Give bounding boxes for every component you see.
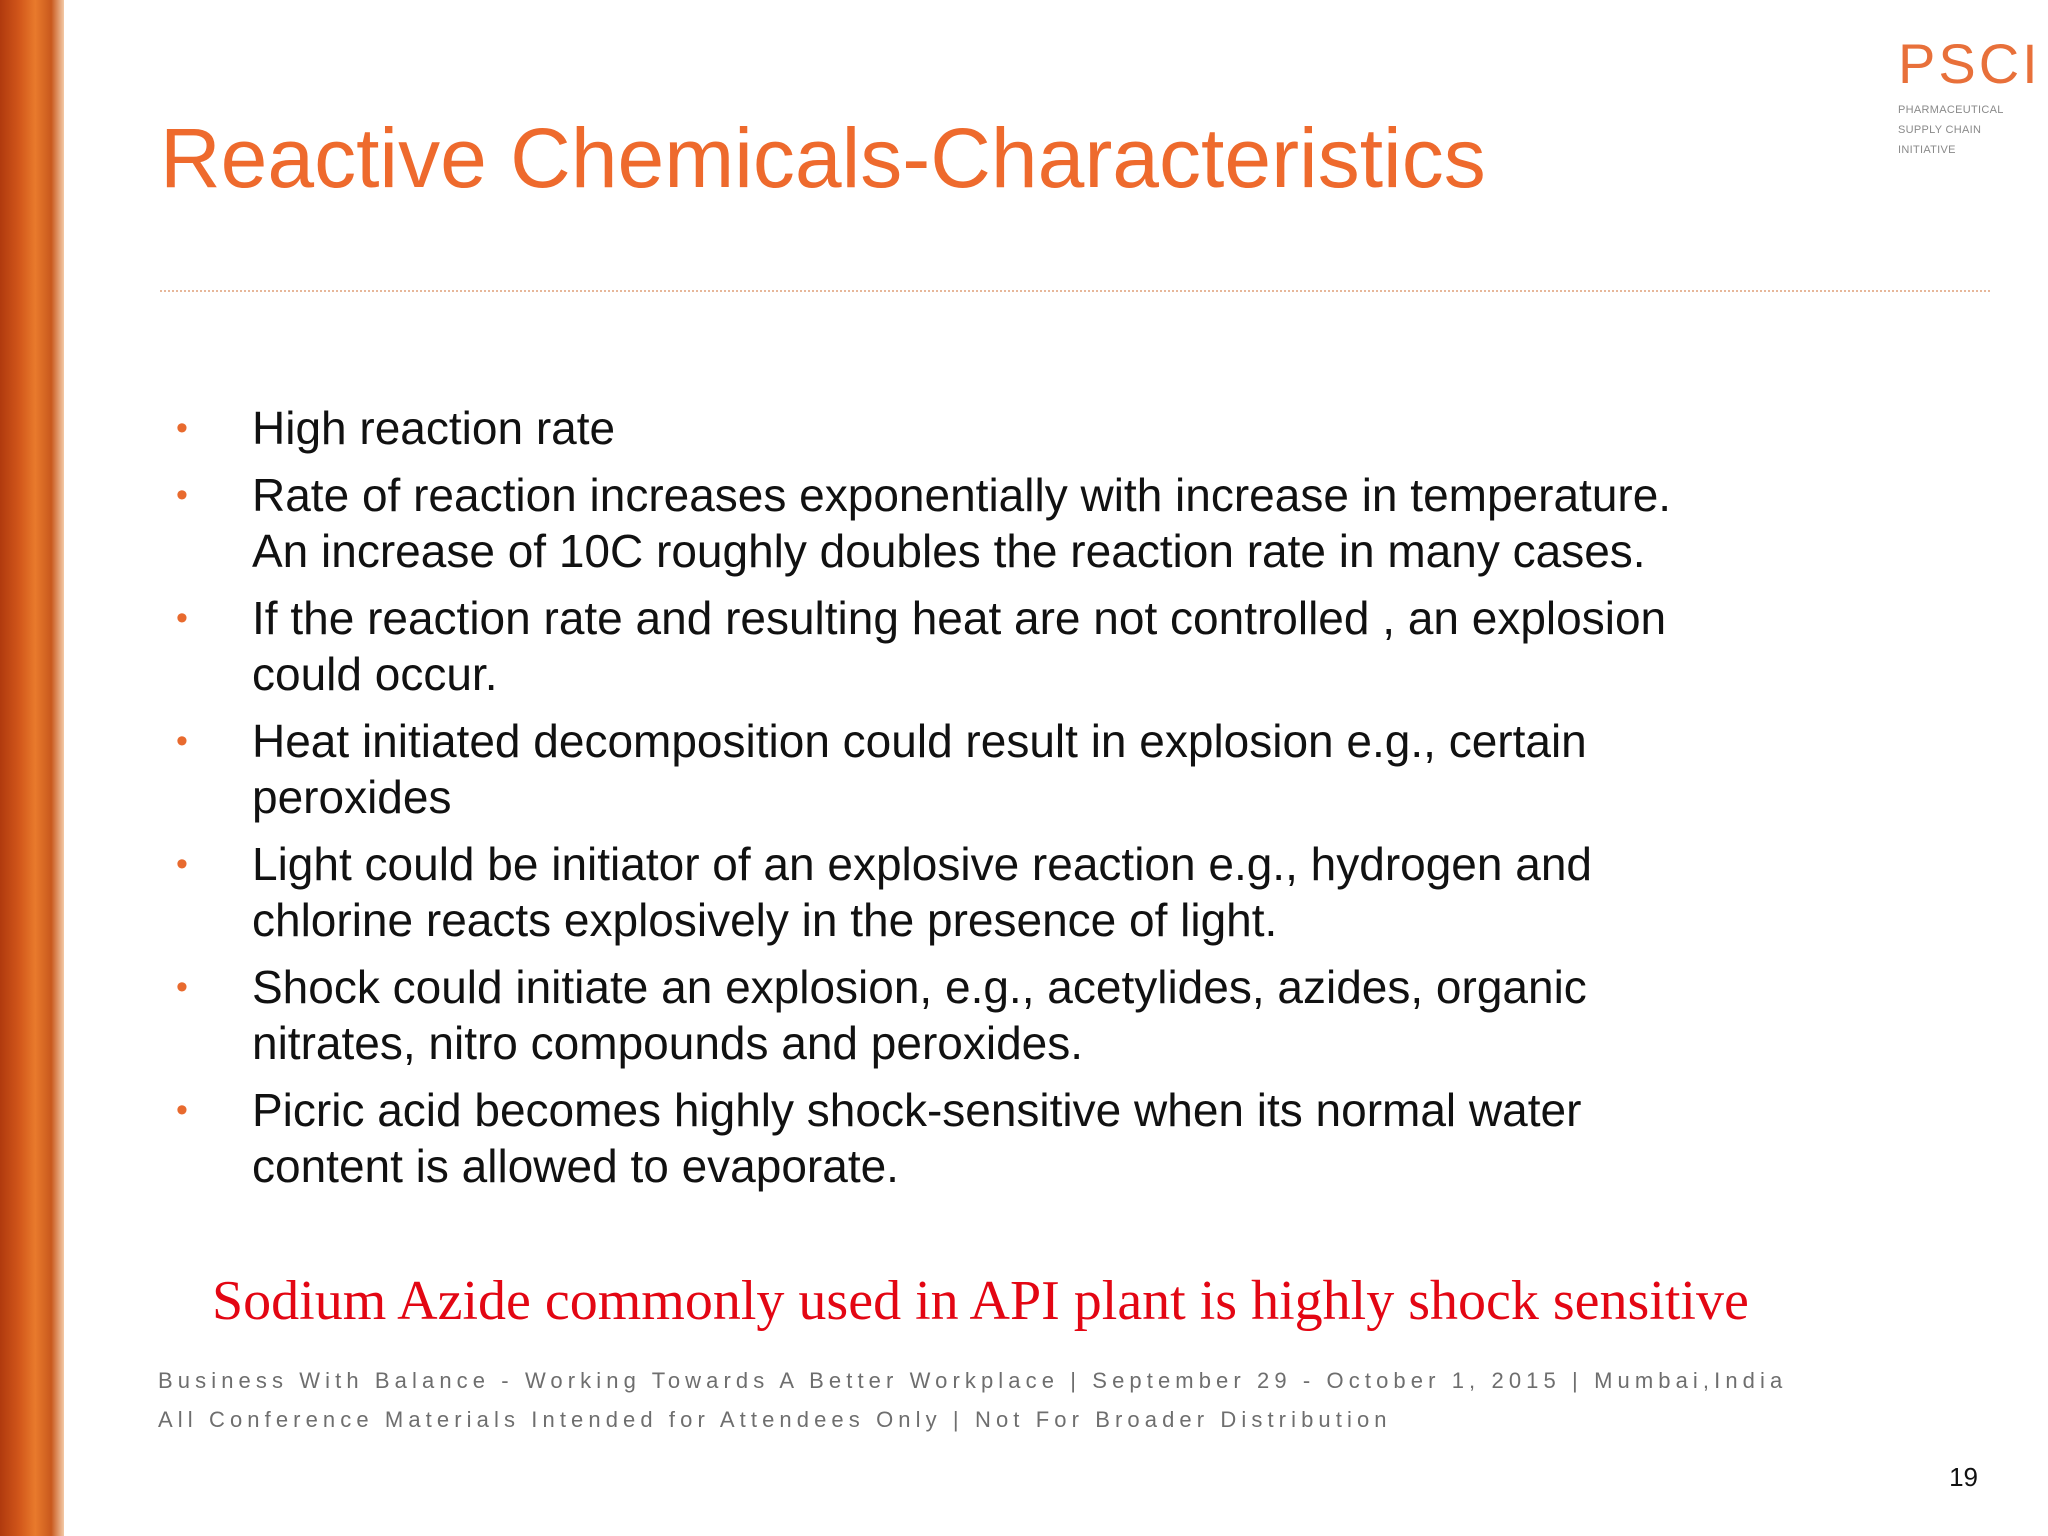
highlight-note: Sodium Azide commonly used in API plant is highly shock sensitive bbox=[212, 1270, 1749, 1332]
bullet-marker: • bbox=[176, 968, 188, 1006]
bullet-text-line: peroxides bbox=[252, 771, 452, 823]
bullet-text-line: Light could be initiator of an explosive reaction e.g., hydrogen and bbox=[252, 838, 1592, 890]
bullet-item bbox=[176, 400, 1896, 456]
bullet-item bbox=[176, 590, 1896, 702]
bullet-text-line: High reaction rate bbox=[252, 402, 616, 454]
footer-disclaimer-line: All Conference Materials Intended for Attendees Only | Not For Broader Distribution bbox=[158, 1407, 1392, 1432]
bullet-text-line: content is allowed to evaporate. bbox=[252, 1140, 899, 1192]
bullet-text-line: Picric acid becomes highly shock-sensitive when its normal water bbox=[252, 1084, 1582, 1136]
bullet-list bbox=[176, 400, 1896, 1205]
bullet-marker: • bbox=[176, 722, 188, 760]
bullet-text-line: could occur. bbox=[252, 648, 498, 700]
bullet-item bbox=[176, 713, 1896, 825]
bullet-item bbox=[176, 467, 1896, 579]
slide-title: Reactive Chemicals-Characteristics bbox=[160, 111, 1486, 205]
bullet-marker: • bbox=[176, 409, 188, 447]
footer-event-line: Business With Balance - Working Towards A Better Workplace | September 29 - October 1, 2015 | Mumbai,India bbox=[158, 1368, 1788, 1393]
page-number: 19 bbox=[1949, 1462, 1978, 1492]
bullet-marker: • bbox=[176, 476, 188, 514]
bullet-text-line: chlorine reacts explosively in the presence of light. bbox=[252, 894, 1278, 946]
bullet-item bbox=[176, 959, 1896, 1071]
bullet-text-line: Shock could initiate an explosion, e.g., acetylides, azides, organic bbox=[252, 961, 1587, 1013]
bullet-text-line: Rate of reaction increases exponentially with increase in temperature. bbox=[252, 469, 1672, 521]
left-decorative-bar bbox=[0, 0, 64, 1536]
logo-tagline-line-1: PHARMACEUTICAL bbox=[1898, 104, 2004, 116]
logo-tagline bbox=[1898, 100, 2028, 160]
bullet-text-line: nitrates, nitro compounds and peroxides. bbox=[252, 1017, 1084, 1069]
bullet-item bbox=[176, 836, 1896, 948]
bullet-marker: • bbox=[176, 1091, 188, 1129]
logo-wordmark: PSCI bbox=[1898, 32, 2041, 95]
bullet-item bbox=[176, 1082, 1896, 1194]
bullet-text-line: If the reaction rate and resulting heat are not controlled , an explosion bbox=[252, 592, 1667, 644]
bullet-marker: • bbox=[176, 599, 188, 637]
psci-logo bbox=[1898, 32, 2041, 160]
bullet-text-line: Heat initiated decomposition could result in explosion e.g., certain bbox=[252, 715, 1587, 767]
logo-tagline-line-2: SUPPLY CHAIN bbox=[1898, 124, 1982, 136]
title-divider bbox=[160, 290, 1990, 292]
logo-tagline-line-3: INITIATIVE bbox=[1898, 144, 1956, 156]
bullet-marker: • bbox=[176, 845, 188, 883]
bullet-text-line: An increase of 10C roughly doubles the reaction rate in many cases. bbox=[252, 525, 1646, 577]
